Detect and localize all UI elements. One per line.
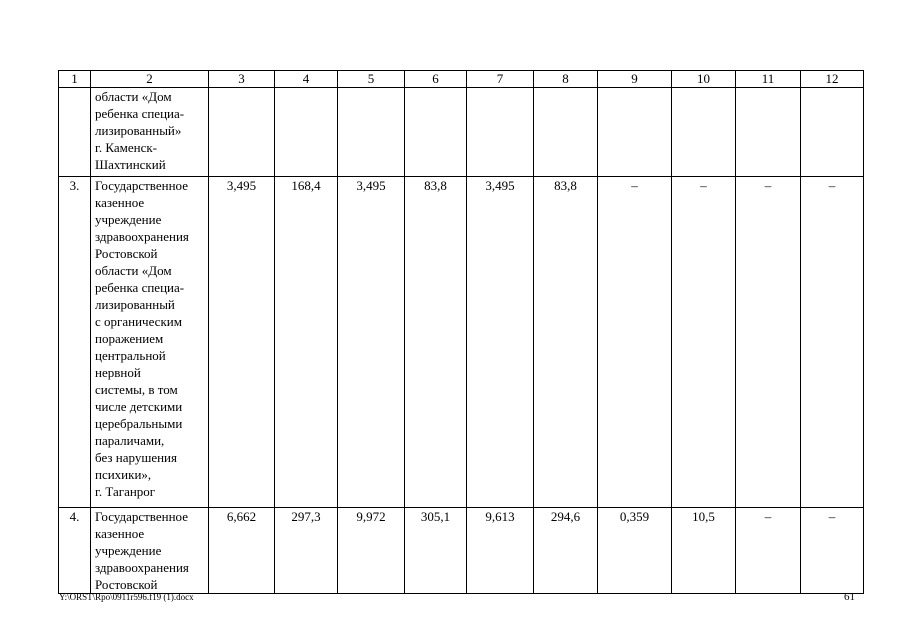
footer-file-path: Y:\ORST\Rpo\0911r596.f19 (1).docx (59, 592, 194, 602)
table-cell: 168,4 (275, 177, 338, 508)
table-cell: 305,1 (405, 508, 467, 594)
table-cell: 294,6 (534, 508, 598, 594)
column-header: 8 (534, 71, 598, 88)
table-cell: 83,8 (405, 177, 467, 508)
column-header: 3 (209, 71, 275, 88)
table-header-row (59, 71, 864, 88)
table-cell: – (801, 177, 864, 508)
table-row (59, 177, 864, 508)
column-header: 2 (91, 71, 209, 88)
table-cell: – (736, 508, 801, 594)
table-cell: – (736, 177, 801, 508)
table-cell (801, 88, 864, 177)
table-cell (209, 88, 275, 177)
table-cell: 83,8 (534, 177, 598, 508)
column-header: 4 (275, 71, 338, 88)
institution-name-cell: области «Дом ребенка специа- лизированный» г. Каменск- Шахтинский (91, 88, 209, 177)
table-cell (405, 88, 467, 177)
column-header: 6 (405, 71, 467, 88)
table-cell (275, 88, 338, 177)
table-cell (467, 88, 534, 177)
table-cell: 0,359 (598, 508, 672, 594)
table-cell: 6,662 (209, 508, 275, 594)
row-number-cell: 4. (59, 508, 91, 594)
column-header: 9 (598, 71, 672, 88)
table-cell (338, 88, 405, 177)
table-row (59, 88, 864, 177)
table-cell (736, 88, 801, 177)
table-cell (534, 88, 598, 177)
institution-name-cell: Государственное казенное учреждение здравоохранения Ростовской области «Дом ребенка специа- лизированный с органическим поражением центральной нервной системы, в том числе детскими церебральными параличами, без нарушения психики», г. Таганрог (91, 177, 209, 508)
table-cell: 297,3 (275, 508, 338, 594)
row-number-cell (59, 88, 91, 177)
column-header: 1 (59, 71, 91, 88)
table-cell: – (598, 177, 672, 508)
page-number: 61 (844, 591, 855, 603)
table-cell: – (672, 177, 736, 508)
column-header: 7 (467, 71, 534, 88)
table-cell (598, 88, 672, 177)
table-cell: 9,972 (338, 508, 405, 594)
row-number-cell: 3. (59, 177, 91, 508)
table-cell (672, 88, 736, 177)
table-cell: 10,5 (672, 508, 736, 594)
institution-name-cell: Государственное казенное учреждение здравоохранения Ростовской (91, 508, 209, 594)
column-header: 10 (672, 71, 736, 88)
column-header: 11 (736, 71, 801, 88)
table-cell: 3,495 (467, 177, 534, 508)
table-cell: 9,613 (467, 508, 534, 594)
table-row (59, 508, 864, 594)
column-header: 5 (338, 71, 405, 88)
data-table (58, 70, 864, 594)
table-cell: – (801, 508, 864, 594)
table-cell: 3,495 (338, 177, 405, 508)
column-header: 12 (801, 71, 864, 88)
table-cell: 3,495 (209, 177, 275, 508)
